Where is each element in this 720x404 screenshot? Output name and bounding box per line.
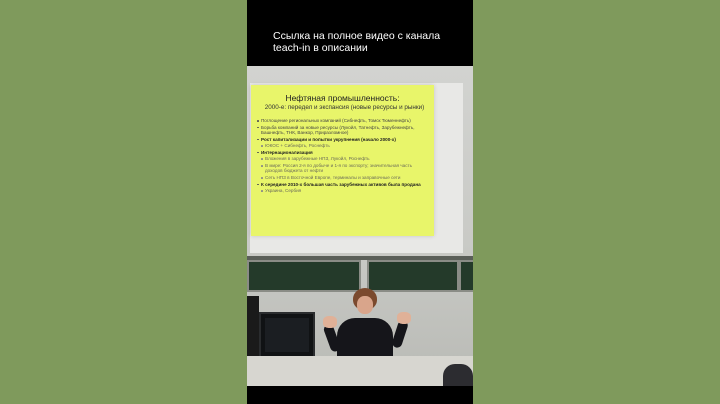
monitor-screen xyxy=(265,318,309,352)
lecture-hall-wall xyxy=(247,66,473,386)
lecture-desk xyxy=(247,356,473,386)
video-caption xyxy=(273,30,463,54)
slide-bullet: Сеть НПЗ в Восточной Европе, терминалы и заправочные сети xyxy=(257,175,429,180)
lecturer-face xyxy=(357,296,373,314)
slide-bullet: Вложения в зарубежные НПЗ, Лукойл, Роснефть xyxy=(257,156,429,161)
slide-subtitle: 2000-е: передел и экспансия (новые ресурсы и рынки) xyxy=(264,104,425,111)
lecturer-hand xyxy=(397,312,411,324)
slide-bullet-list xyxy=(257,118,429,195)
blackboard-panel xyxy=(459,260,473,292)
slide-bullet: Борьба компаний за новые ресурсы (Лукойл, Татнефть, Зарубежнефть, Башнефть, ТНК, Ванкор, Приразломное) xyxy=(257,125,429,136)
video-frame[interactable] xyxy=(247,0,473,404)
blackboard-panel xyxy=(247,260,361,292)
slide-bullet: ЮКОС + Сибнефть, Роснефть xyxy=(257,143,429,148)
lecturer-hand xyxy=(323,316,337,328)
slide-bullet: Украина, Сербия xyxy=(257,188,429,193)
caption-line-1: Ссылка на полное видео с канала xyxy=(273,30,441,42)
right-background-panel xyxy=(473,0,720,404)
blackboard-panel xyxy=(367,260,459,292)
slide-bullet: В мире: Россия 2-я по добыче и 1-я по экспорту; значительная часть доходов бюджета от нефти xyxy=(257,163,429,174)
slide-bullet: Рост капитализации и попытки укрупнения (начало 2000-х) xyxy=(257,137,429,142)
slide-bullet: Поглощение региональных компаний (Сибнефть, Томск Тюменнефть) xyxy=(257,118,429,123)
presentation-slide xyxy=(251,85,434,236)
video-bottom-bar xyxy=(247,386,473,404)
slide-bullet: Интернационализация xyxy=(257,150,429,155)
left-background-panel xyxy=(0,0,247,404)
chair xyxy=(443,364,473,386)
slide-bullet: К середине 2010-х большая часть зарубежных активов была продана xyxy=(257,182,429,187)
desk-monitor xyxy=(259,312,315,360)
slide-title: Нефтяная промышленность: xyxy=(285,93,400,103)
caption-line-2: teach-in в описании xyxy=(273,42,368,54)
side-monitor xyxy=(247,296,259,356)
